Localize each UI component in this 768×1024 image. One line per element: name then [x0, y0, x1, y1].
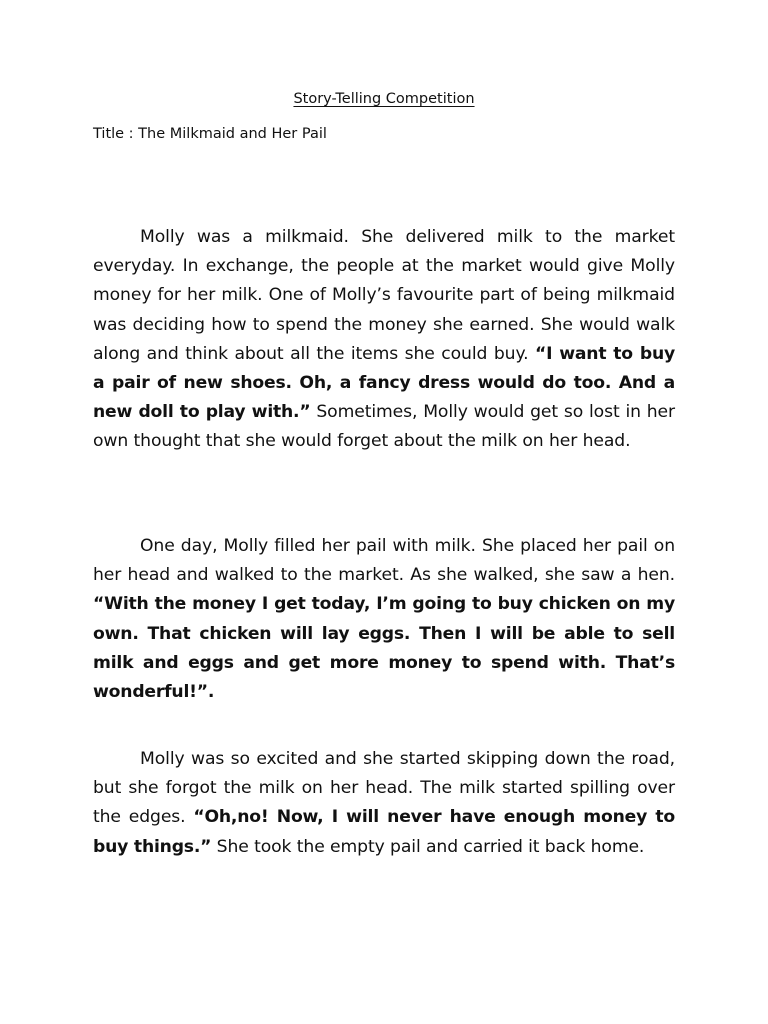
- paragraph-text: Molly was a milkmaid. She delivered milk to the market everyday. In exchange, the people at the market would give Molly money for her milk. One of Molly’s favourite part of being milkmaid was deciding how to spend the money she earned. She would walk along and think about all the items she could buy.: [93, 227, 675, 364]
- paragraph-text: Sometimes, Molly would get so lost in her own thought that she would forget about the milk on her head.: [93, 402, 675, 452]
- paragraph-text: Molly was so excited and she started skipping down the road, but she forgot the milk on her head. The milk started spilling over the edges.: [93, 749, 675, 828]
- paragraph-text: She took the empty pail and carried it back home.: [211, 836, 645, 857]
- dialogue-quote: “I want to buy a pair of new shoes. Oh, a fancy dress would do too. And a new doll to play with.”: [93, 343, 675, 423]
- dialogue-quote: “Oh,no! Now, I will never have enough money to buy things.”: [93, 807, 675, 857]
- heading-text: Story-Telling Competition: [293, 91, 475, 107]
- paragraph-text: One day, Molly filled her pail with milk. She placed her pail on her head and walked to the market. As she walked, she saw a hen.: [93, 536, 675, 586]
- document-heading: [0, 89, 768, 109]
- story-paragraph-3: [93, 745, 675, 862]
- story-paragraph-2: [93, 532, 675, 707]
- story-paragraph-1: [93, 223, 675, 457]
- story-title: Title : The Milkmaid and Her Pail: [93, 126, 327, 142]
- dialogue-quote: “With the money I get today, I’m going to buy chicken on my own. That chicken will lay eggs. Then I will be able to sell milk and eggs and get more money to spend with. That’s wonderful!”.: [93, 594, 675, 703]
